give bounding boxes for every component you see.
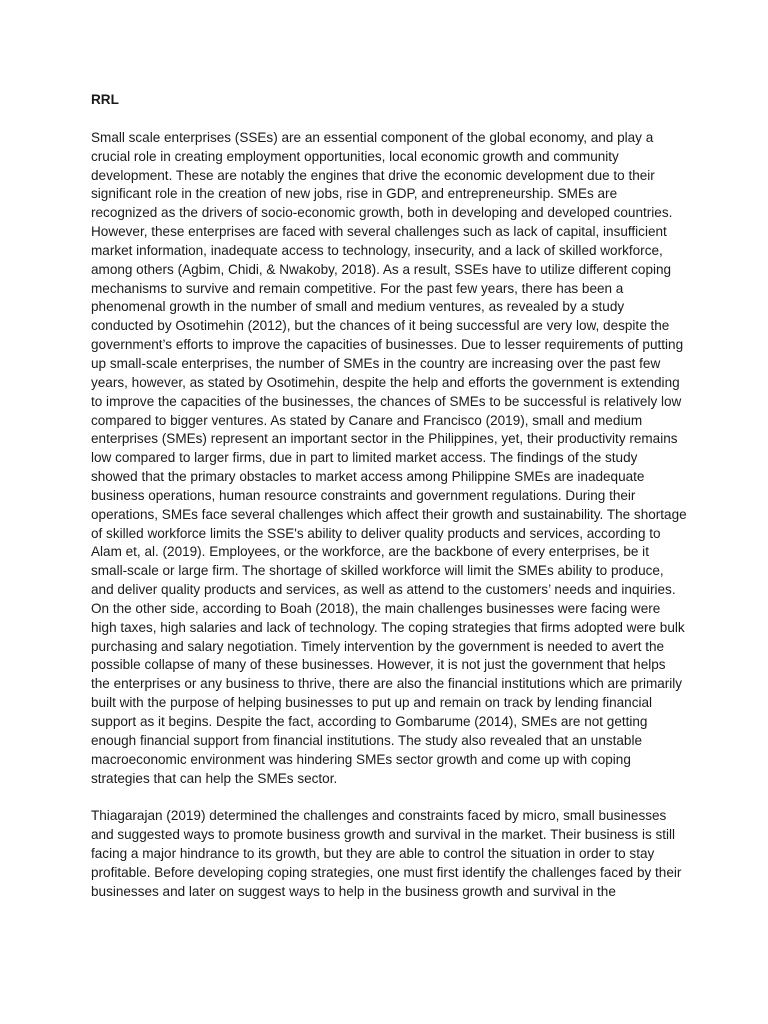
document-body [91,91,687,920]
section-heading: RRL [91,92,119,107]
paragraph-2: Thiagarajan (2019) determined the challenges and constraints faced by micro, small businesses and suggested ways to promote business growth and survival in the market. Their business is still facing a major hindrance to its growth, but they are able to control the situation in order to stay profitable. Before developing coping strategies, one must first identify the challenges faced by their businesses and later on suggest ways to help in the business growth and survival in the [91,808,682,899]
paragraph-1: Small scale enterprises (SSEs) are an essential component of the global economy, and play a crucial role in creating employment opportunities, local economic growth and community development. These are notably the engines that drive the economic development due to their significant role in the creation of new jobs, rise in GDP, and entrepreneurship. SMEs are recognized as the drivers of socio-economic growth, both in developing and developed countries. However, these enterprises are faced with several challenges such as lack of capital, insufficient market information, inadequate access to technology, insecurity, and a lack of skilled workforce, among others (Agbim, Chidi, & Nwakoby, 2018). As a result, SSEs have to utilize different coping mechanisms to survive and remain competitive. For the past few years, there has been a phenomenal growth in the number of small and medium ventures, as revealed by a study conducted by Osotimehin (2012), but the chances of it being successful are very low, despite the government’s efforts to improve the capacities of businesses. Due to lesser requirements of putting up small-scale enterprises, the number of SMEs in the country are increasing over the past few years, however, as stated by Osotimehin, despite the help and efforts the government is extending to improve the capacities of the businesses, the chances of SMEs to be successful is relatively low compared to bigger ventures. As stated by Canare and Francisco (2019), small and medium enterprises (SMEs) represent an important sector in the Philippines, yet, their productivity remains low compared to larger firms, due in part to limited market access. The findings of the study showed that the primary obstacles to market access among Philippine SMEs are inadequate business operations, human resource constraints and government regulations. During their operations, SMEs face several challenges which affect their growth and sustainability. The shortage of skilled workforce limits the SSE's ability to deliver quality products and services, according to Alam et, al. (2019). Employees, or the workforce, are the backbone of every enterprises, be it small-scale or large firm. The shortage of skilled workforce will limit the SMEs ability to produce, and deliver quality products and services, as well as attend to the customers’ needs and inquiries. On the other side, according to Boah (2018), the main challenges businesses were facing were high taxes, high salaries and lack of technology. The coping strategies that firms adopted were bulk purchasing and salary negotiation. Timely intervention by the government is needed to avert the possible collapse of many of these businesses. However, it is not just the government that helps the enterprises or any business to thrive, there are also the financial institutions which are primarily built with the purpose of helping businesses to put up and remain on track by lending financial support as it begins. Despite the fact, according to Gombarume (2014), SMEs are not getting enough financial support from financial institutions. The study also revealed that an unstable macroeconomic environment was hindering SMEs sector growth and come up with coping strategies that can help the SMEs sector. [91,129,687,786]
